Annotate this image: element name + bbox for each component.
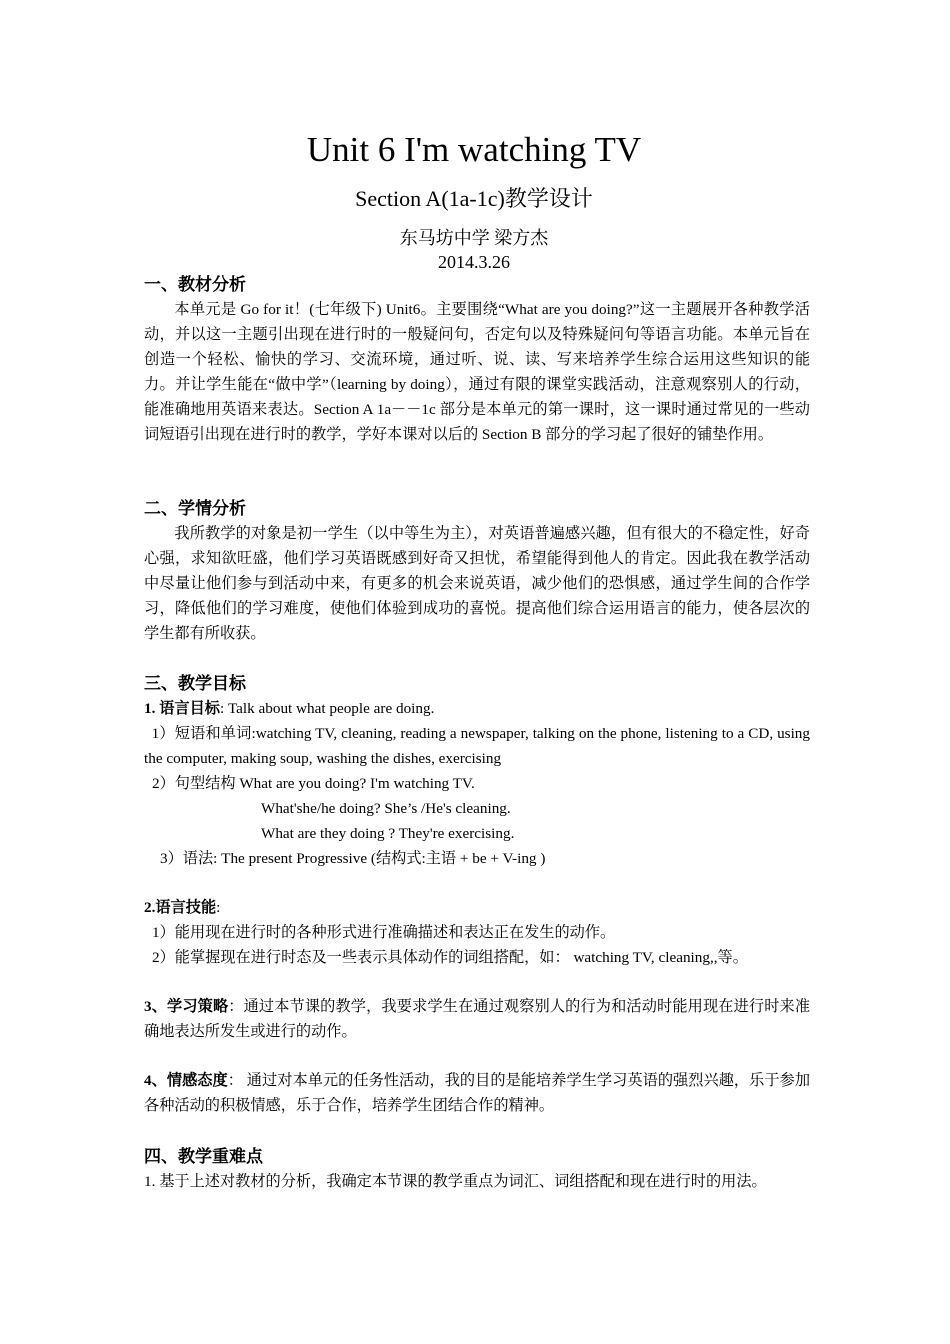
goal-sentence-structure-2: What'she/he doing? She’s /He's cleaning. xyxy=(261,800,511,817)
goal-attitude-paragraph xyxy=(144,1069,810,1119)
goal-skills-colon: : xyxy=(216,899,221,916)
goal-sentence-structure-3: What are they doing ? They're exercising. xyxy=(261,825,515,842)
goal-grammar-item: 3）语法: The present Progressive (结构式:主语 + be + V-ing ) xyxy=(160,850,546,867)
key-points-item-1: 1. 基于上述对教材的分析，我确定本节课的教学重点为词汇、词组搭配和现在进行时的用法。 xyxy=(144,1173,767,1190)
date-line: 2014.3.26 xyxy=(438,252,510,272)
author-line: 东马坊中学 梁方杰 xyxy=(399,228,549,248)
section-heading-teaching-goals: 三、教学目标 xyxy=(144,674,246,694)
document-title: Unit 6 I'm watching TV xyxy=(306,130,642,169)
goal-language-lead: 1. 语言目标 xyxy=(144,700,220,717)
section-heading-textbook-analysis: 一、教材分析 xyxy=(144,275,246,295)
goal-skills-lead: 2.语言技能 xyxy=(144,899,217,916)
student-analysis-paragraph: 我所教学的对象是初一学生（以中等生为主），对英语普遍感兴趣，但有很大的不稳定性，好奇心强，求知欲旺盛，他们学习英语既感到好奇又担忧，希望能得到他人的肯定。因此我在教学活动中尽量让他们参与到活动中来，有更多的机会来说英语，减少他们的恐惧感，通过学生间的合作学习，降低他们的学习难度，使他们体验到成功的喜悦。提高他们综合运用语言的能力，使各层次的学生都有所收获。 xyxy=(144,525,810,642)
goal-attitude-lead: 4、情感态度 xyxy=(144,1072,228,1089)
goal-strategy-lead: 3、学习策略 xyxy=(144,998,229,1015)
document-subtitle: Section A(1a-1c)教学设计 xyxy=(355,186,593,211)
goal-skills-line xyxy=(144,896,220,921)
goal-vocab-item: 1）短语和单词:watching TV, cleaning, reading a newspaper, talking on the phone, listening to a CD, using the computer, making soup, washing the dishes, exercising xyxy=(144,725,810,767)
goal-strategy-text: ：通过本节课的教学，我要求学生在通过观察别人的行为和活动时能用现在进行时来准确地表达所发生或进行的动作。 xyxy=(144,998,811,1040)
goal-language-line xyxy=(144,697,434,722)
goal-attitude-text: ： 通过对本单元的任务性活动，我的目的是能培养学生学习英语的强烈兴趣，乐于参加各种活动的积极情感，乐于合作，培养学生团结合作的精神。 xyxy=(144,1072,811,1114)
goal-skills-item-1: 1）能用现在进行时的各种形式进行准确描述和表达正在发生的动作。 xyxy=(152,924,616,941)
goal-language-text: : Talk about what people are doing. xyxy=(219,700,435,717)
section-heading-student-analysis: 二、学情分析 xyxy=(144,499,246,519)
goal-sentence-structure-1: 2）句型结构 What are you doing? I'm watching TV. xyxy=(152,775,475,792)
section-heading-key-points: 四、教学重难点 xyxy=(144,1147,263,1167)
textbook-analysis-paragraph: 本单元是 Go for it！(七年级下) Unit6。主要围绕“What are you doing?”这一主题展开各种教学活动，并以这一主题引出现在进行时的一般疑问句，否定句以及特殊疑问句等语言功能。本单元旨在创造一个轻松、愉快的学习、交流环境，通过听、说、读、写来培养学生综合运用这些知识的能力。并让学生能在“做中学”（learning by doing），通过有限的课堂实践活动，注意观察别人的行动，能准确地用英语来表达。Section A 1a－－1c 部分是本单元的第一课时，这一课时通过常见的一些动词短语引出现在进行时的教学，学好本课对以后的 Section B 部分的学习起了很好的铺垫作用。 xyxy=(144,301,810,443)
goal-skills-item-2: 2）能掌握现在进行时态及一些表示具体动作的词组搭配，如： watching TV, cleaning,,等。 xyxy=(152,949,748,966)
goal-strategy-paragraph xyxy=(144,995,810,1045)
